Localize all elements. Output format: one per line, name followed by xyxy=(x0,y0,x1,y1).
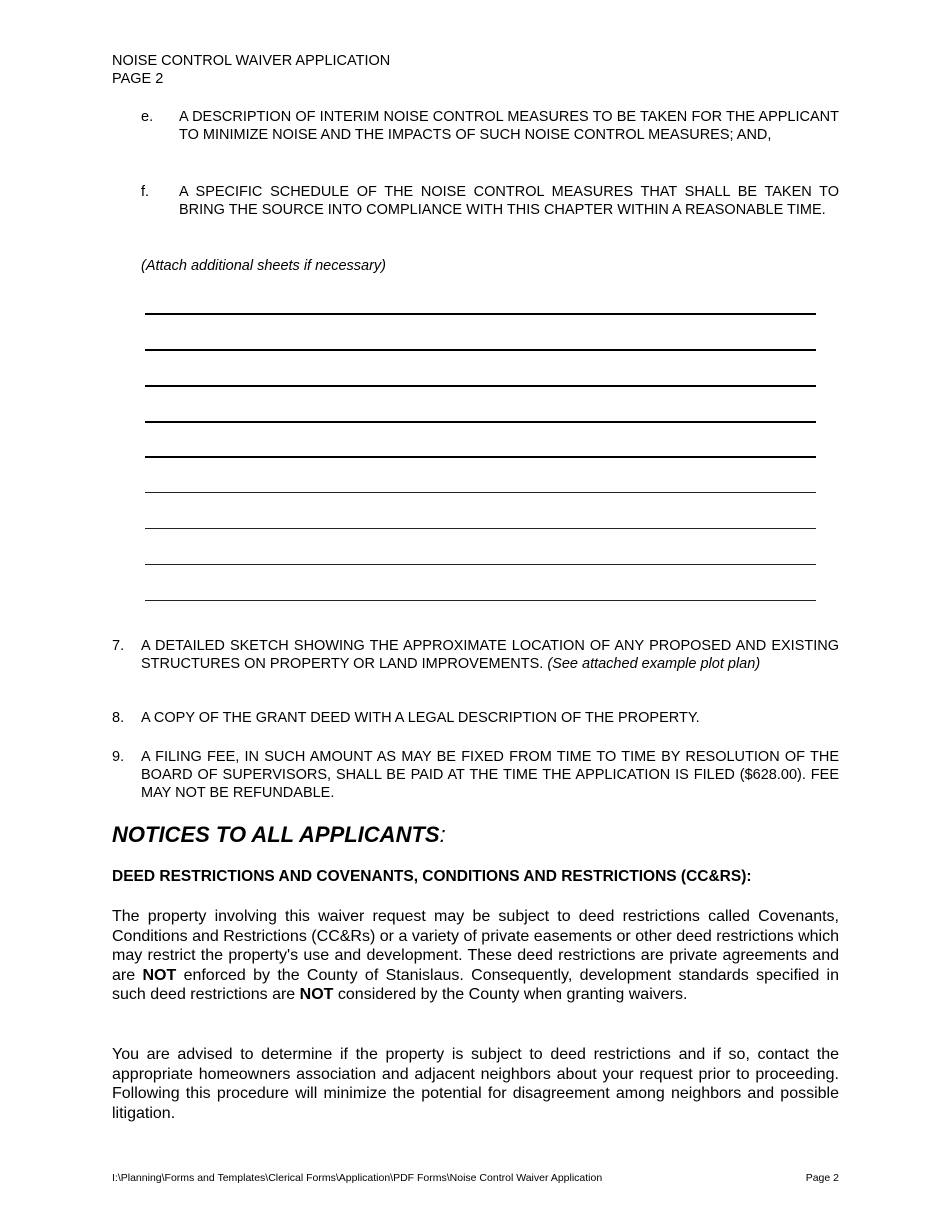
writing-line[interactable] xyxy=(145,492,816,493)
list-item-label: 7. xyxy=(112,638,125,654)
deed-text: considered by the County when granting waivers. xyxy=(337,986,688,1004)
deed-text: enforced by the County of Stanislaus. Consequently, development standards specified in such deed restrictions are xyxy=(112,966,840,1004)
list-item-7 xyxy=(112,637,839,673)
list-item-e xyxy=(141,108,839,144)
list-item-label: 8. xyxy=(112,710,125,726)
list-item-8 xyxy=(112,709,839,727)
deed-paragraph-2: You are advised to determine if the property is subject to deed restrictions and if so, contact the appropriate homeowners association and adjacent neighbors about your request prior to proceeding. Following this procedure will minimize the potential for disagreement among neighbors and possible litigation. xyxy=(112,1046,839,1122)
item-note: (See attached example plot plan) xyxy=(547,656,761,672)
list-item-f xyxy=(141,183,839,219)
writing-line[interactable] xyxy=(145,349,816,351)
writing-line[interactable] xyxy=(145,528,816,529)
attach-note: (Attach additional sheets if necessary) xyxy=(141,258,387,274)
deed-heading: DEED RESTRICTIONS AND COVENANTS, CONDITIONS AND RESTRICTIONS (CC&RS): xyxy=(112,868,752,885)
list-item-text: A SPECIFIC SCHEDULE OF THE NOISE CONTROL MEASURES THAT SHALL BE TAKEN TO BRING THE SOURCE INTO COMPLIANCE WITH THIS CHAPTER WITHIN A REASONABLE TIME. xyxy=(179,184,839,218)
page-header xyxy=(112,52,390,88)
emphasis-not: NOT xyxy=(299,986,334,1004)
writing-line[interactable] xyxy=(145,313,816,315)
emphasis-not: NOT xyxy=(142,966,177,984)
writing-line[interactable] xyxy=(145,564,816,565)
notices-heading xyxy=(112,822,446,848)
list-item-label: 9. xyxy=(112,749,125,765)
writing-line[interactable] xyxy=(145,456,816,458)
item-text: A DETAILED SKETCH SHOWING THE APPROXIMATE LOCATION OF ANY PROPOSED AND EXISTING STRUCTURES ON PROPERTY OR LAND IMPROVEMENTS. xyxy=(141,638,839,672)
footer-path: I:\Planning\Forms and Templates\Clerical Forms\Application\PDF Forms\Noise Control Waiver Application xyxy=(112,1172,603,1184)
footer-page: Page 2 xyxy=(805,1172,839,1184)
list-item-text: A COPY OF THE GRANT DEED WITH A LEGAL DESCRIPTION OF THE PROPERTY. xyxy=(141,710,700,726)
writing-line[interactable] xyxy=(145,385,816,387)
list-item-text: A FILING FEE, IN SUCH AMOUNT AS MAY BE FIXED FROM TIME TO TIME BY RESOLUTION OF THE BOARD OF SUPERVISORS, SHALL BE PAID AT THE TIME THE APPLICATION IS FILED ($628.00). FEE MAY NOT BE REFUNDABLE. xyxy=(141,749,839,801)
list-item-text: A DESCRIPTION OF INTERIM NOISE CONTROL MEASURES TO BE TAKEN FOR THE APPLICANT TO MINIMIZE NOISE AND THE IMPACTS OF SUCH NOISE CONTROL MEASURES; AND, xyxy=(179,109,839,143)
form-title: NOISE CONTROL WAIVER APPLICATION xyxy=(112,53,391,69)
page-number-header: PAGE 2 xyxy=(112,71,164,87)
list-item-9 xyxy=(112,748,839,802)
deed-paragraph-1 xyxy=(112,907,839,1005)
writing-line[interactable] xyxy=(145,600,816,601)
notices-colon: : xyxy=(439,822,446,847)
notices-title: NOTICES TO ALL APPLICANTS xyxy=(112,822,440,847)
list-item-text xyxy=(141,637,839,673)
list-item-label: f. xyxy=(141,184,150,200)
writing-line[interactable] xyxy=(145,421,816,423)
deed-text: The property involving this waiver request may be subject to deed restrictions called Covenants, Conditions and Restrictions (CC&Rs) or a variety of private easements or other deed restrictions which may restrict the property's use and development. These deed restrictions are private agreements and are xyxy=(112,908,839,984)
list-item-label: e. xyxy=(141,109,154,125)
